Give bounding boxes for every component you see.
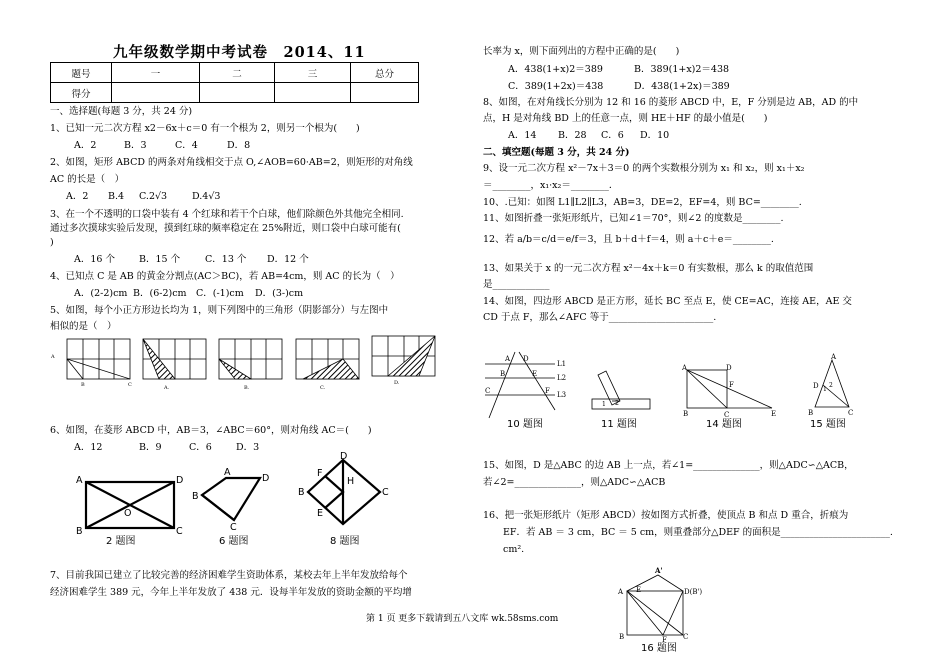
option: D．12 个 — [267, 254, 309, 265]
table-cell: 三 — [275, 63, 351, 83]
label-A-prime: A' — [655, 566, 663, 575]
question-text: 通过多次摸球实验后发现，摸到红球的频率稳定在 25%附近，则口袋中白球可能有( — [50, 223, 401, 234]
option: C.2√3 — [139, 191, 168, 202]
figure-6 — [190, 468, 270, 536]
label-D: D(B') — [684, 588, 703, 596]
option-label: A. — [164, 385, 170, 391]
question-text: cm². — [503, 544, 525, 555]
option: D.4√3 — [192, 191, 221, 202]
label-O: O — [124, 508, 132, 519]
score-table — [50, 62, 419, 103]
reference-grid — [67, 339, 130, 379]
figure-caption: 2 题图 — [106, 536, 136, 547]
figure-11 — [590, 365, 665, 415]
label-A: A — [682, 364, 688, 372]
option: C．6 — [189, 442, 212, 453]
label-B: B — [500, 370, 506, 378]
question-text: 14、如图，四边形 ABCD 是正方形，延长 BC 至点 E，使 CE=AC，连接 AE，AE 交 — [483, 296, 852, 307]
label-A: A — [618, 588, 624, 596]
label-D: D — [813, 382, 819, 390]
label-A: A — [224, 467, 231, 478]
figure-caption: 11 题图 — [601, 419, 637, 430]
figure-15 — [805, 355, 855, 418]
angle-2-label: 2 — [829, 382, 833, 389]
question-text: 长率为 x，则下面列出的方程中正确的是( ) — [483, 46, 680, 57]
label-E: E — [636, 586, 642, 594]
label-B: B — [683, 410, 689, 418]
option: A．438(1+x)2＝389 — [508, 64, 603, 75]
label-D: D — [340, 451, 348, 462]
label-D: D — [262, 473, 270, 484]
label-C: C — [382, 487, 389, 498]
label-E: E — [317, 508, 324, 519]
label-A: A — [76, 475, 83, 486]
label-B: B — [192, 491, 199, 502]
question-text: 1、已知一元二次方程 x2－6x＋c＝0 有一个根为 2，则另一个根为( ) — [50, 123, 360, 134]
figure-8 — [298, 452, 393, 537]
question-text: 13、如果关于 x 的一元二次方程 x²－4x＋k＝0 有实数根，那么 k 的取值范围 — [483, 263, 814, 274]
option: D．3 — [236, 442, 260, 453]
option: C．13 个 — [205, 254, 247, 265]
label-B: B — [76, 526, 83, 537]
label-C: C — [848, 409, 854, 417]
q5-figures — [48, 336, 448, 396]
figure-caption: 6 题图 — [219, 536, 249, 547]
label-L1: L1 — [557, 360, 567, 368]
question-text: 10、.已知：如图 L1∥L2∥L3，AB=3，DE=2，EF=4，则 BC=________. — [483, 197, 802, 208]
label-A: A — [831, 353, 837, 361]
figure-caption: 10 题图 — [507, 419, 543, 430]
option: B．389(1+x)2＝438 — [634, 64, 730, 75]
figure-2 — [74, 470, 184, 535]
figure-caption: 16 题图 — [641, 643, 677, 654]
figure-16 — [615, 565, 710, 643]
section-heading: 二、填空题(每题 3 分，共 24 分) — [483, 147, 630, 158]
figure-caption: 8 题图 — [330, 536, 360, 547]
question-text: AC 的长是（ ） — [50, 174, 125, 185]
question-text: 12、若 a/b＝c/d＝e/f＝3，且 b＋d＋f＝4，则 a＋c＋e＝________. — [483, 234, 774, 245]
table-cell: 二 — [200, 63, 275, 83]
label-B: B — [298, 487, 305, 498]
option-c-grid — [296, 339, 359, 379]
table-cell: 总分 — [351, 63, 419, 83]
question-text: 7、目前我国已建立了比较完善的经济困难学生资助体系，某校去年上半年发放给每个 — [50, 570, 408, 581]
option-a-grid — [143, 339, 206, 379]
label-B: B — [808, 409, 814, 417]
question-text: 16、把一张矩形纸片（矩形 ABCD）按如图方式折叠，使顶点 B 和点 D 重合，折痕为 — [483, 510, 849, 521]
table-cell: 题号 — [51, 63, 112, 83]
option: A．2 — [66, 191, 89, 202]
option: C．(-1)cm — [196, 288, 244, 299]
option: B.4 — [108, 191, 125, 202]
option-label: D. — [394, 380, 400, 386]
option-b-grid — [219, 339, 282, 379]
angle-1-label: 1 — [823, 386, 827, 393]
label-F: F — [662, 636, 667, 644]
question-text: 6、如图，在菱形 ABCD 中，AB＝3，∠ABC＝60°，则对角线 AC＝( ) — [50, 425, 372, 436]
score-input[interactable] — [351, 83, 419, 103]
question-text: 4、已知点 C 是 AB 的黄金分割点(AC＞BC)，若 AB=4cm，则 AC 的长为（ ） — [50, 271, 400, 282]
option-label: C. — [320, 385, 326, 391]
option: A．14 — [508, 130, 537, 141]
option: A．12 — [74, 442, 103, 453]
question-text: 点，H 是对角线 BD 上的任意一点，则 HE＋HF 的最小值是( ) — [483, 113, 768, 124]
option-label: B. — [244, 385, 250, 391]
angle-1-label: 1 — [602, 401, 606, 408]
question-text: ) — [50, 237, 54, 248]
score-input[interactable] — [112, 83, 200, 103]
question-text: 11、如图折叠一张矩形纸片，已知∠1＝70°，则∠2 的度数是________. — [483, 213, 784, 224]
label-C: C — [176, 526, 183, 537]
question-text: 若∠2=______________，则△ADC∽△ACB — [483, 477, 666, 488]
option: B．28 — [558, 130, 587, 141]
option-d-grid — [372, 336, 435, 376]
question-text: 经济困难学生 389 元，今年上半年发放了 438 元．设每半年发放的资助金额的平均增 — [50, 587, 412, 598]
label-B: B — [619, 633, 625, 641]
option: B．9 — [139, 442, 162, 453]
table-cell: 得分 — [51, 83, 112, 103]
figure-10 — [483, 350, 578, 420]
label-D: D — [176, 475, 184, 486]
option: B．3 — [124, 140, 147, 151]
question-text: CD 于点 F，那么∠AFC 等于______________________. — [483, 312, 717, 323]
page-footer: 第 1 页 更多下载请到五八文库 wk.58sms.com — [366, 614, 559, 624]
label-C: C — [724, 411, 730, 419]
question-text: 是____________ — [483, 279, 550, 290]
option: B．15 个 — [139, 254, 181, 265]
option: A．16 个 — [74, 254, 115, 265]
option: A．2 — [74, 140, 97, 151]
option: C．6 — [601, 130, 624, 141]
label-C: C — [230, 522, 237, 533]
figure-14 — [680, 360, 785, 420]
table-cell: 一 — [112, 63, 200, 83]
question-text: 相似的是（ ） — [50, 321, 117, 332]
label-E: E — [771, 410, 777, 418]
question-text: 2、如图，矩形 ABCD 的两条对角线相交于点 O,∠AOB=60·AB=2，则矩形的对角线 — [50, 157, 413, 168]
figure-caption: 14 题图 — [706, 419, 742, 430]
score-input[interactable] — [275, 83, 351, 103]
option: D．(3-)cm — [255, 288, 304, 299]
question-text: 15、如图，D 是△ABC 的边 AB 上一点，若∠1=______________，则△ADC∽△ACB， — [483, 460, 854, 471]
label-C: C — [128, 382, 132, 388]
angle-2-label: 2 — [615, 400, 619, 407]
option: D．8 — [227, 140, 251, 151]
label-L3: L3 — [557, 391, 567, 399]
label-C: C — [683, 633, 689, 641]
figure-caption: 15 题图 — [810, 419, 846, 430]
label-A: A — [51, 354, 55, 360]
label-F: F — [317, 468, 323, 479]
label-D: D — [726, 364, 732, 372]
option: D．438(1+2x)＝389 — [634, 81, 730, 92]
option: C．389(1+2x)＝438 — [508, 81, 604, 92]
page-title: 九年级数学期中考试卷 2014、11 — [113, 44, 366, 61]
score-input[interactable] — [200, 83, 275, 103]
label-E: E — [532, 370, 538, 378]
option: B．(6-2)cm — [133, 288, 187, 299]
question-text: 8、如图，在对角线长分别为 12 和 16 的菱形 ABCD 中，E，F 分别是边 AB，AD 的中 — [483, 97, 859, 108]
question-text: 3、在一个不透明的口袋中装有 4 个红球和若干个白球，他们除颜色外其他完全相同. — [50, 209, 404, 220]
question-text: EF．若 AB ＝ 3 cm，BC ＝ 5 cm，则重叠部分△DEF 的面积是_______________________. — [503, 527, 893, 538]
label-F: F — [729, 381, 734, 389]
label-D: D — [523, 355, 529, 363]
question-text: 9、设一元二次方程 x²－7x＋3＝0 的两个实数根分别为 x₁ 和 x₂，则 x₁＋x₂ — [483, 163, 805, 174]
label-B: B — [81, 382, 85, 388]
option: A．(2-2)cm — [74, 288, 128, 299]
label-C: C — [485, 387, 491, 395]
label-L2: L2 — [557, 374, 567, 382]
question-text: 5、如图，每个小正方形边长均为 1，则下列图中的三角形（阴影部分）与左图中 — [50, 305, 389, 316]
question-text: ＝________，x₁·x₂＝________． — [483, 180, 619, 191]
label-F: F — [545, 387, 550, 395]
option: C．4 — [175, 140, 198, 151]
section-heading: 一、选择题(每题 3 分，共 24 分) — [50, 106, 193, 117]
label-H: H — [347, 476, 355, 487]
label-A: A — [505, 355, 511, 363]
option: D．10 — [640, 130, 670, 141]
